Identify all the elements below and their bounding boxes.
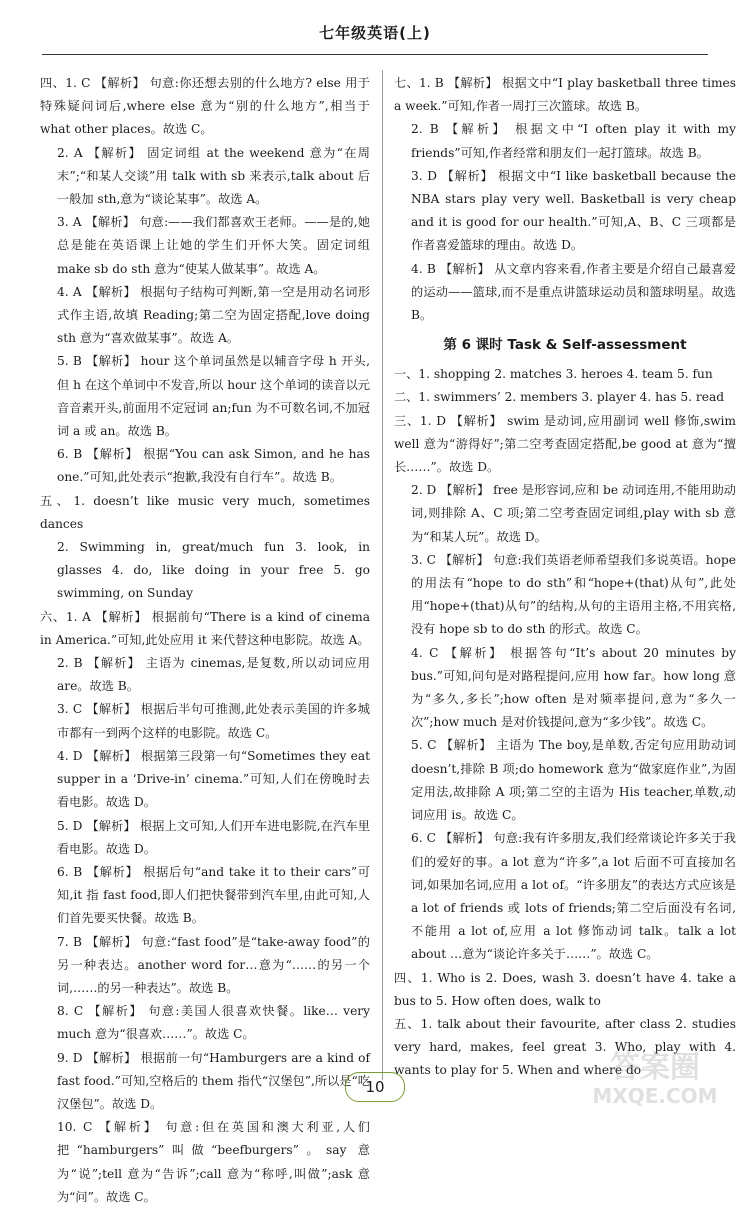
answer-item: 4. C 【解析】 根据答句“It’s about 20 minutes by bus.”可知,问句是对路程提问,应用 how far。how long 意为“多久,多长”;how often 是对频率提问,意为“多久一次”;how much 是对价钱提问,意为“多少钱”。故选 C。 [411, 645, 736, 730]
watermark-text-cn: 答案圈 [610, 1050, 700, 1085]
answer-item: 2. A 【解析】 固定词组 at the weekend 意为“在周末”;“和某人交谈”用 talk with sb 来表示,talk about 后一般加 sth,意为“谈论某事”。故选 A。 [57, 145, 370, 207]
answer-item: 四、1. Who is 2. Does, wash 3. doesn’t have 4. take a bus to 5. How often does, walk to [394, 970, 736, 1008]
answer-item: 二、1. swimmers’ 2. members 3. player 4. has 5. read [394, 390, 725, 405]
answer-item: 5. C 【解析】 主语为 The boy,是单数,否定句应用助动词 doesn’t,排除 B 项;do homework 意为“做家庭作业”,为固定用法,故排除 A 项;第二空的主语为 His teacher,单数,动词应用 is。故选 C。 [411, 738, 736, 823]
answer-item: 4. A 【解析】 根据句子结构可判断,第一空是用动名词形式作主语,故填 Reading;第二空为固定搭配,love doing sth 意为“喜欢做某事”。故选 A。 [57, 284, 370, 346]
answer-item: 3. C 【解析】 句意:我们英语老师希望我们多说英语。hope 的用法有“hope to do sth”和“hope+(that)从句”,此处用“hope+(that)从句”的结构,从句的主语用主格,不用宾格,没有 hope sb to do sth 的形式。故选 C。 [411, 552, 736, 637]
answer-item: 七、1. B 【解析】 根据文中“I play basketball three times a week.”可知,作者一周打三次篮球。故选 B。 [394, 76, 736, 114]
right-column-top-section [394, 72, 736, 327]
header-rule [42, 54, 708, 55]
answer-item: 9. D 【解析】 根据前一句“Hamburgers are a kind of fast food.”可知,空格后的 them 指代“汉堡包”,所以是“吃汉堡包”。故选 D。 [57, 1050, 370, 1111]
answer-item: 6. B 【解析】 根据“You can ask Simon, and he has one.”可知,此处表示“抱歉,我没有自行车”。故选 B。 [57, 447, 370, 485]
answer-item: 5. D 【解析】 根据上文可知,人们开车进电影院,在汽车里看电影。故选 D。 [57, 818, 370, 856]
answer-item: 四、1. C 【解析】 句意:你还想去别的什么地方? else 用于特殊疑问词后,where else 意为“别的什么地方”,相当于 what other places。故选 C。 [40, 76, 370, 137]
column-divider [382, 70, 383, 1080]
watermark-logo [580, 1041, 730, 1111]
answer-item: 8. C 【解析】 句意:美国人很喜欢快餐。like… very much 意为“很喜欢……”。故选 C。 [57, 1004, 370, 1042]
header-title: 七年级英语(上) [319, 24, 431, 42]
answer-item: 三、1. D 【解析】 swim 是动词,应用副词 well 修饰,swim well 意为“游得好”;第二空考查固定搭配,be good at 意为“擅长……”。故选 D。 [394, 413, 736, 475]
right-column-bottom-section [394, 363, 736, 1082]
answer-item: 3. A 【解析】 句意:——我们都喜欢王老师。——是的,她总是能在英语课上让她的学生们开怀大笑。固定词组 make sb do sth 意为“使某人做某事”。故选 A。 [57, 215, 370, 276]
section-heading: 第 6 课时 Task & Self-assessment [443, 337, 687, 354]
page-number: 10 [345, 1072, 405, 1102]
answer-item: 3. C 【解析】 根据后半句可推测,此处表示美国的许多城市都有一到两个这样的电影院。故选 C。 [57, 702, 370, 740]
answer-item: 7. B 【解析】 句意:“fast food”是“take-away food”的另一种表达。another word for…意为“……的另一个词,……的另一种表达”。故选 B。 [57, 934, 370, 995]
answer-item: 4. B 【解析】 从文章内容来看,作者主要是介绍自己最喜爱的运动——篮球,而不是重点讲篮球运动员和篮球明星。故选 B。 [411, 261, 736, 323]
answer-item: 2. D 【解析】 free 是形容词,应和 be 动词连用,不能用助动词,则排除 A、C 项;第二空考查固定词组,play with sb 意为“和某人玩”。故选 D。 [411, 483, 736, 544]
answer-item: 4. D 【解析】 根据第三段第一句“Sometimes they eat supper in a ‘Drive-in’ cinema.”可知,人们在傍晚时去看电影。故选 D。 [57, 748, 370, 810]
left-column [40, 72, 370, 1209]
answer-item: 六、1. A 【解析】 根据前句“There is a kind of cinema in America.”可知,此处应用 it 来代替这种电影院。故选 A。 [40, 609, 370, 647]
answer-item: 5. B 【解析】 hour 这个单词虽然是以辅音字母 h 开头,但 h 在这个单词中不发音,所以 hour 这个单词的读音以元音音素开头,前面用不定冠词 an;fun 为不可数名词,不加冠词 a 或 an。故选 B。 [57, 354, 370, 439]
page-header [0, 0, 750, 60]
watermark-text-url: MXQE.COM [592, 1084, 718, 1108]
answer-item: 2. B 【解析】 根据文中“I often play it with my friends”可知,作者经常和朋友们一起打篮球。故选 B。 [411, 122, 736, 160]
answer-item: 2. B 【解析】 主语为 cinemas,是复数,所以动词应用 are。故选 B。 [57, 656, 370, 694]
answer-item: 10. C 【解析】 句意:但在英国和澳大利亚,人们把“hamburgers”叫做“beefburgers”。say 意为“说”;tell 意为“告诉”;call 意为“称呼,叫做”;ask 意为“问”。故选 C。 [57, 1120, 370, 1204]
answer-item: 2. Swimming in, great/much fun 3. look, in glasses 4. do, like doing in your free 5. go swimming, on Sunday [57, 540, 370, 601]
answer-item: 一、1. shopping 2. matches 3. heroes 4. team 5. fun [394, 367, 713, 382]
answer-item: 五、1. talk about their favourite, after class 2. studies very hard, makes, feel great 3. Who, play with 4. wants to play for 5. When and where do [394, 1016, 736, 1078]
right-column [394, 72, 736, 1083]
answer-item: 6. C 【解析】 句意:我有许多朋友,我们经常谈论许多关于我们的爱好的事。a lot 意为“许多”,a lot 后面不可直接加名词,如果加名词,应用 a lot of。“许多朋友”的表达方式应该是 a lot of friends 或 lots of friends;第二空后面没有名词,不能用 a lot of,应用 a lot 修饰动词 talk。talk a lot about …意为“谈论许多关于……”。故选 C。 [411, 831, 736, 962]
answer-item: 6. B 【解析】 根据后句“and take it to their cars”可知,it 指 fast food,即人们把快餐带到汽车里,由此可知,人们首先要买快餐。故选 B。 [57, 864, 370, 926]
answer-item: 五、1. doesn’t like music very much, sometimes dances [40, 493, 370, 531]
answer-item: 3. D 【解析】 根据文中“I like basketball because the NBA stars play very well. Basketball is very cheap and it is good for our health.”可知,A、B、C 三项都是作者喜爱篮球的理由。故选 D。 [411, 168, 736, 253]
